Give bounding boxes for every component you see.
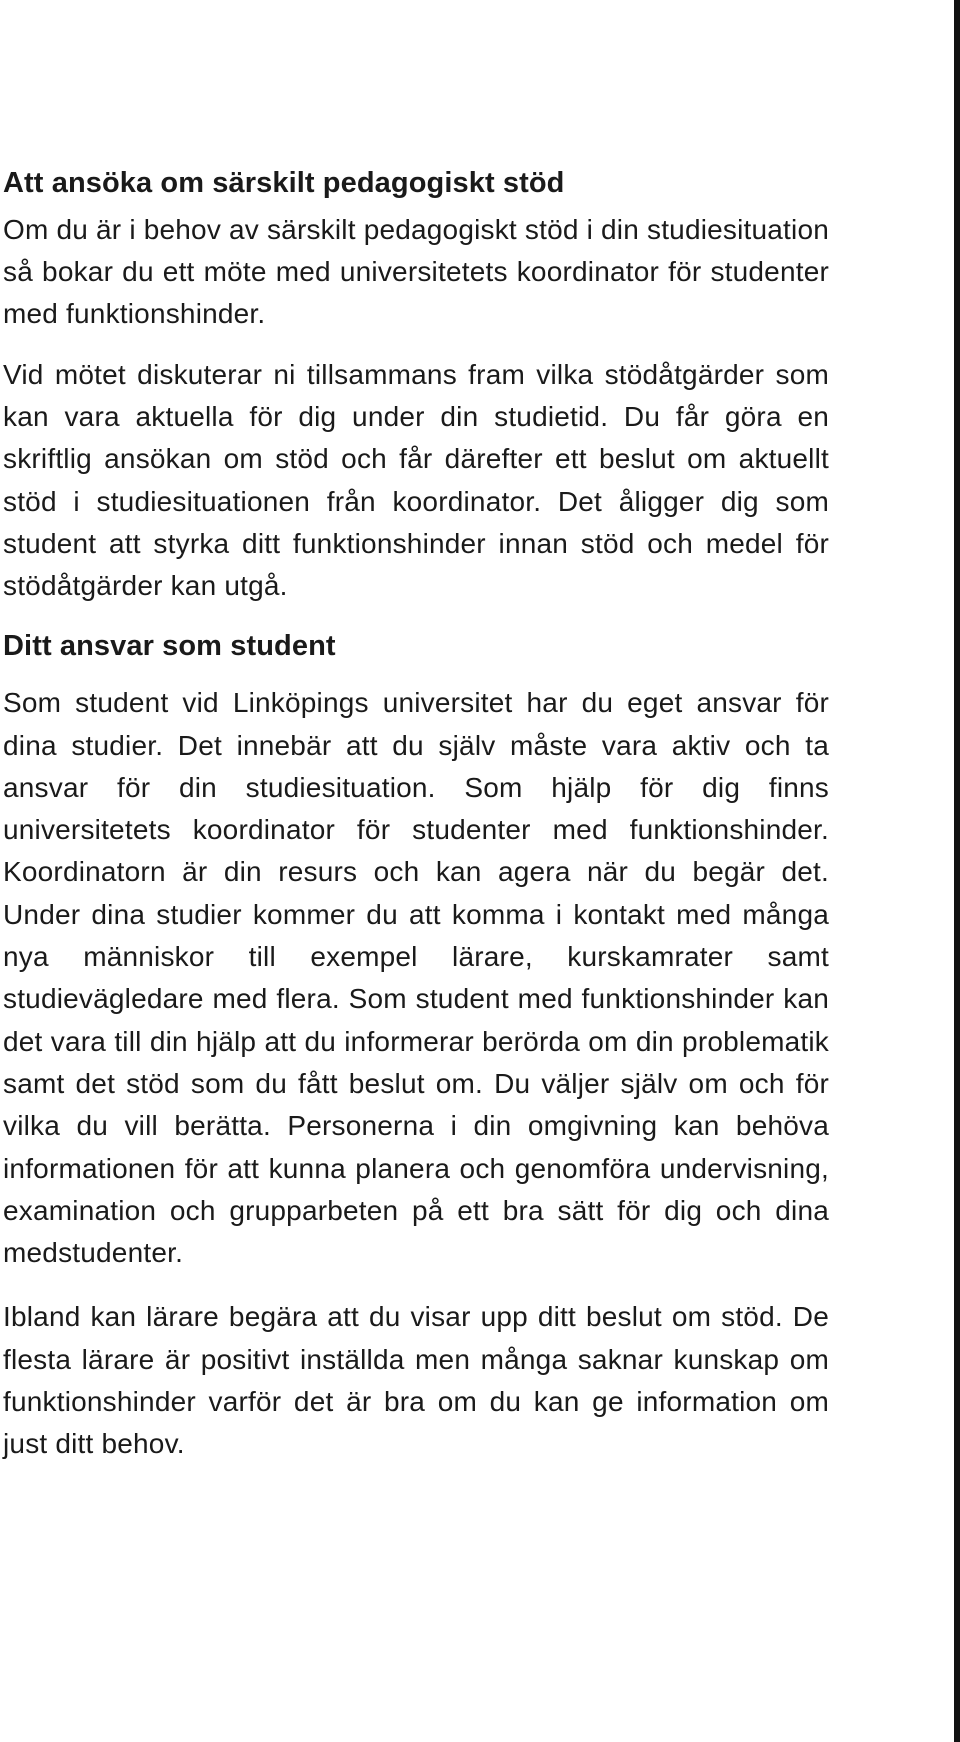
paragraph-responsibility-teachers: Ibland kan lärare begära att du visar upp ditt beslut om stöd. De flesta lärare är positivt inställda men många saknar kunskap om funktionshinder varför det är bra om du kan ge information om just ditt behov. bbox=[3, 1301, 829, 1460]
document-body bbox=[3, 166, 829, 1466]
paragraph-responsibility-main: Som student vid Linköpings universitet har du eget ansvar för dina studier. Det innebär att du själv måste vara aktiv och ta ansvar för din studiesituation. Som hjälp för dig finns universitetets koordinator för studenter med funktionshinder. Koordinatorn är din resurs och kan agera när du begär det. Under dina studier kommer du att komma i kontakt med många nya människor till exempel lärare, kurskamrater samt studievägledare med flera. Som student med funktionshinder kan det vara till din hjälp att du informerar berörda om din problematik samt det stöd som du fått beslut om. Du väljer själv om och för vilka du vill berätta. Personerna i din omgivning kan behöva informationen för att kunna planera och genomföra undervisning, examination och grupparbeten på ett bra sätt för dig och dina medstudenter. bbox=[3, 687, 829, 1269]
section-heading-student-responsibility: Ditt ansvar som student bbox=[3, 630, 336, 663]
section-heading-apply-support: Att ansöka om särskilt pedagogiskt stöd bbox=[3, 167, 565, 199]
page-edge-rule bbox=[954, 0, 960, 1742]
paragraph-apply-process: Vid mötet diskuterar ni tillsammans fram vilka stödåtgärder som kan vara aktuella för dig under din studietid. Du får göra en skriftlig ansökan om stöd och får därefter ett beslut om aktuellt stöd i studiesituationen från koordinator. Det åligger dig som student att styrka ditt funktionshinder innan stöd och medel för stödåtgärder kan utgå. bbox=[3, 358, 829, 602]
paragraph-apply-intro: Om du är i behov av särskilt pedagogiskt stöd i din studiesituation så bokar du ett möte med universitetets koordinator för studenter med funktionshinder. bbox=[3, 213, 829, 330]
